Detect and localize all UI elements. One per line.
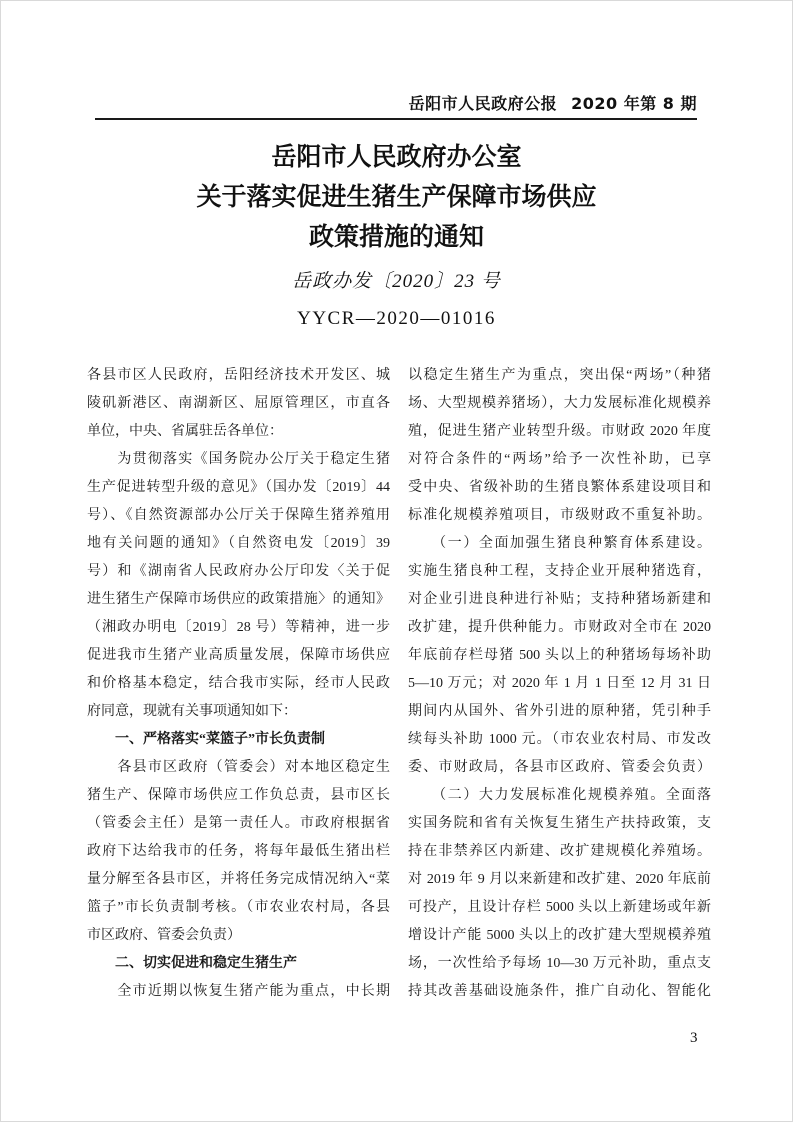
text-line: 对符合条件的“两场”给予一次性补助，已享 xyxy=(408,452,711,467)
text-line: 持其改善基础设施条件，推广自动化、智能化 xyxy=(408,984,711,999)
text-line: 号）和《湖南省人民政府办公厅印发〈关于促 xyxy=(87,564,390,579)
text-line: 和价格基本稳定，结合我市实际，经市人民政 xyxy=(87,676,390,691)
serial-number: YYCR—2020—01016 xyxy=(297,308,496,329)
text-line: 委、市财政局，各县市区政府、管委会负责） xyxy=(408,760,711,775)
text-line: 地有关问题的通知》（自然资电发〔2019〕39 xyxy=(87,536,390,551)
text-line: 场，一次性给予每场 10—30 万元补助，重点支 xyxy=(408,956,711,971)
text-line: 5—10 万元；对 2020 年 1 月 1 日至 12 月 31 日 xyxy=(408,676,711,691)
text-line: 一、严格落实“菜篮子”市长负责制 xyxy=(87,732,325,747)
right-column xyxy=(408,362,711,1006)
text-line: （管委会主任）是第一责任人。市政府根据省 xyxy=(87,816,390,831)
text-line: 陵矶新港区、南湖新区、屈原管理区，市直各 xyxy=(87,396,390,411)
text-line: 为贯彻落实《国务院办公厅关于稳定生猪 xyxy=(87,452,390,467)
text-line: 标准化规模养殖项目，市级财政不重复补助。 xyxy=(408,508,711,523)
text-line: 各县市区政府（管委会）对本地区稳定生 xyxy=(87,760,390,775)
text-line: 全市近期以恢复生猪产能为重点，中长期 xyxy=(87,984,390,999)
text-line: 改扩建，提升供种能力。市财政对全市在 2020 xyxy=(408,620,711,635)
gazette-name: 岳阳市人民政府公报 xyxy=(408,94,558,113)
text-line: 受中央、省级补助的生猪良繁体系建设项目和 xyxy=(408,480,711,495)
page-number: 3 xyxy=(690,1030,698,1046)
text-line: （二）大力发展标准化规模养殖。全面落 xyxy=(408,788,711,803)
text-line: 进生猪生产保障市场供应的政策措施〉的通知》 xyxy=(87,592,390,607)
text-line: 对企业引进良种进行补贴；支持种猪场新建和 xyxy=(408,592,711,607)
text-line: 促进我市生猪产业高质量发展，保障市场供应 xyxy=(87,648,390,663)
text-line: 实施生猪良种工程，支持企业开展种猪选育， xyxy=(408,564,711,579)
text-line: 府同意，现就有关事项通知如下： xyxy=(87,704,297,719)
title-line-2: 关于落实促进生猪生产保障市场供应 xyxy=(196,184,597,211)
text-line: 增设计产能 5000 头以上的改扩建大型规模养殖 xyxy=(408,928,711,943)
document-title xyxy=(0,138,793,258)
text-line: 以稳定生猪生产为重点，突出保“两场”（种猪 xyxy=(408,368,711,383)
header-rule xyxy=(95,118,697,120)
text-line: （一）全面加强生猪良种繁育体系建设。 xyxy=(408,536,711,551)
title-line-1: 岳阳市人民政府办公室 xyxy=(271,144,522,171)
text-line: 二、切实促进和稳定生猪生产 xyxy=(87,956,297,971)
title-line-3: 政策措施的通知 xyxy=(308,224,484,251)
text-line: 实国务院和省有关恢复生猪生产扶持政策，支 xyxy=(408,816,711,831)
text-line: 猪生产、保障市场供应工作负总责，县市区长 xyxy=(87,788,390,803)
text-line: 市区政府、管委会负责） xyxy=(87,928,241,943)
text-line: 政府下达给我市的任务，将每年最低生猪出栏 xyxy=(87,844,390,859)
text-line: 量分解至各县市区，并将任务完成情况纳入“菜 xyxy=(87,872,390,887)
text-line: 各县市区人民政府，岳阳经济技术开发区、城 xyxy=(87,368,390,383)
text-line: 场、大型规模养猪场），大力发展标准化规模养 xyxy=(408,396,711,411)
text-line: 持在非禁养区内新建、改扩建规模化养殖场。 xyxy=(408,844,711,859)
text-line: 生产促进转型升级的意见》（国办发〔2019〕44 xyxy=(87,480,390,495)
running-header xyxy=(409,91,697,114)
text-line: 年底前存栏母猪 500 头以上的种猪场每场补助 xyxy=(408,648,711,663)
document-number: 岳政办发〔2020〕23 号 xyxy=(292,271,501,292)
text-line: 号）、《自然资源部办公厅关于保障生猪养殖用 xyxy=(87,508,390,523)
text-line: 单位，中央、省属驻岳各单位： xyxy=(87,424,283,439)
body-columns xyxy=(87,362,711,1006)
text-line: 期间内从国外、省外引进的原种猪，凭引种手 xyxy=(408,704,711,719)
text-line: 殖，促进生猪产业转型升级。市财政 2020 年度 xyxy=(408,424,711,439)
text-line: 对 2019 年 9 月以来新建和改扩建、2020 年底前 xyxy=(408,872,711,887)
text-line: 篮子”市长负责制考核。（市农业农村局，各县 xyxy=(87,900,390,915)
left-column xyxy=(87,362,390,1006)
text-line: 可投产，且设计存栏 5000 头以上新建场或年新 xyxy=(408,900,711,915)
text-line: 续每头补助 1000 元。（市农业农村局、市发改 xyxy=(408,732,711,747)
text-line: （湘政办明电〔2019〕28 号）等精神，进一步 xyxy=(87,620,390,635)
gazette-issue: 2020 年第 8 期 xyxy=(571,94,697,113)
